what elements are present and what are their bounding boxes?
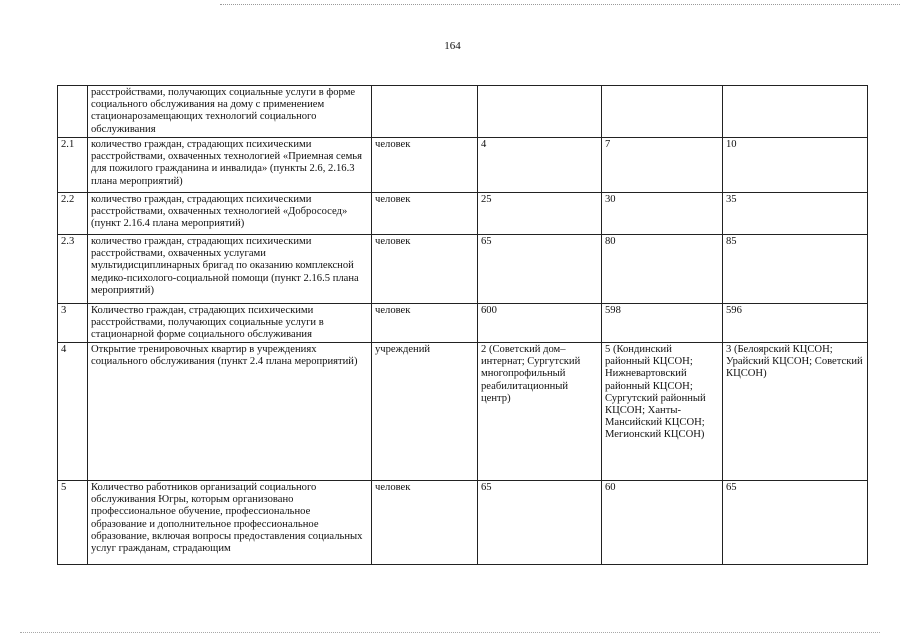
row-number: 2.1 [58, 138, 88, 193]
value-cell-3: 85 [723, 235, 868, 304]
unit-cell: человек [372, 235, 478, 304]
indicator-name: Открытие тренировочных квартир в учреждениях социального обслуживания (пункт 2.4 плана мероприятий) [88, 343, 372, 481]
table-row [58, 235, 868, 304]
row-number: 2.3 [58, 235, 88, 304]
value-cell-1: 600 [478, 304, 602, 343]
unit-cell: человек [372, 481, 478, 565]
value-cell-3: 596 [723, 304, 868, 343]
page-number: 164 [444, 40, 461, 52]
value-cell-1: 4 [478, 138, 602, 193]
value-cell-3: 10 [723, 138, 868, 193]
value-cell-1: 25 [478, 193, 602, 235]
value-cell-1 [478, 86, 602, 138]
unit-cell [372, 86, 478, 138]
row-number: 4 [58, 343, 88, 481]
indicator-name: Количество работников организаций социального обслуживания Югры, которым организовано профессиональное обучение, профессиональное образование и дополнительное профессиональное образование, включая вопросы предоставления социальных услуг гражданам, страдающим [88, 481, 372, 565]
indicators-table [57, 85, 868, 565]
indicator-name: Количество граждан, страдающих психическими расстройствами, получающих социальные услуги в стационарной форме социального обслуживания [88, 304, 372, 343]
unit-cell: человек [372, 193, 478, 235]
unit-cell: человек [372, 304, 478, 343]
value-cell-3: 65 [723, 481, 868, 565]
value-cell-3: 3 (Белоярский КЦСОН; Урайский КЦСОН; Советский КЦСОН) [723, 343, 868, 481]
row-number: 2.2 [58, 193, 88, 235]
indicator-name: расстройствами, получающих социальные услуги в форме социального обслуживания на дому с применением стационарозамещающих технологий социального обслуживания [88, 86, 372, 138]
value-cell-1: 2 (Советский дом–интернат; Сургутский многопрофильный реабилитационный центр) [478, 343, 602, 481]
unit-cell: человек [372, 138, 478, 193]
value-cell-1: 65 [478, 235, 602, 304]
value-cell-2: 7 [602, 138, 723, 193]
scan-artifact-top [220, 4, 900, 5]
table-row [58, 193, 868, 235]
unit-cell: учреждений [372, 343, 478, 481]
value-cell-3 [723, 86, 868, 138]
value-cell-2: 598 [602, 304, 723, 343]
value-cell-1: 65 [478, 481, 602, 565]
row-number: 5 [58, 481, 88, 565]
table-row [58, 481, 868, 565]
value-cell-2: 30 [602, 193, 723, 235]
table-row [58, 138, 868, 193]
value-cell-2: 5 (Кондинский районный КЦСОН; Нижневартовский районный КЦСОН; Сургутский районный КЦСОН; Ханты-Мансийский КЦСОН; Мегионский КЦСОН) [602, 343, 723, 481]
table-row [58, 304, 868, 343]
value-cell-2: 60 [602, 481, 723, 565]
value-cell-2 [602, 86, 723, 138]
indicator-name: количество граждан, страдающих психическими расстройствами, охваченных услугами мультидисциплинарных бригад по оказанию комплексной медико-психолого-социальной помощи (пункт 2.16.5 плана мероприятий) [88, 235, 372, 304]
row-number [58, 86, 88, 138]
scan-artifact-bottom [20, 632, 880, 633]
indicator-name: количество граждан, страдающих психическими расстройствами, охваченных технологией «Приемная семья для пожилого гражданина и инвалида» (пункты 2.6, 2.16.3 плана мероприятий) [88, 138, 372, 193]
table-row [58, 343, 868, 481]
value-cell-3: 35 [723, 193, 868, 235]
table-row [58, 86, 868, 138]
indicator-name: количество граждан, страдающих психическими расстройствами, охваченных технологией «Добрососед» (пункт 2.16.4 плана мероприятий) [88, 193, 372, 235]
row-number: 3 [58, 304, 88, 343]
value-cell-2: 80 [602, 235, 723, 304]
